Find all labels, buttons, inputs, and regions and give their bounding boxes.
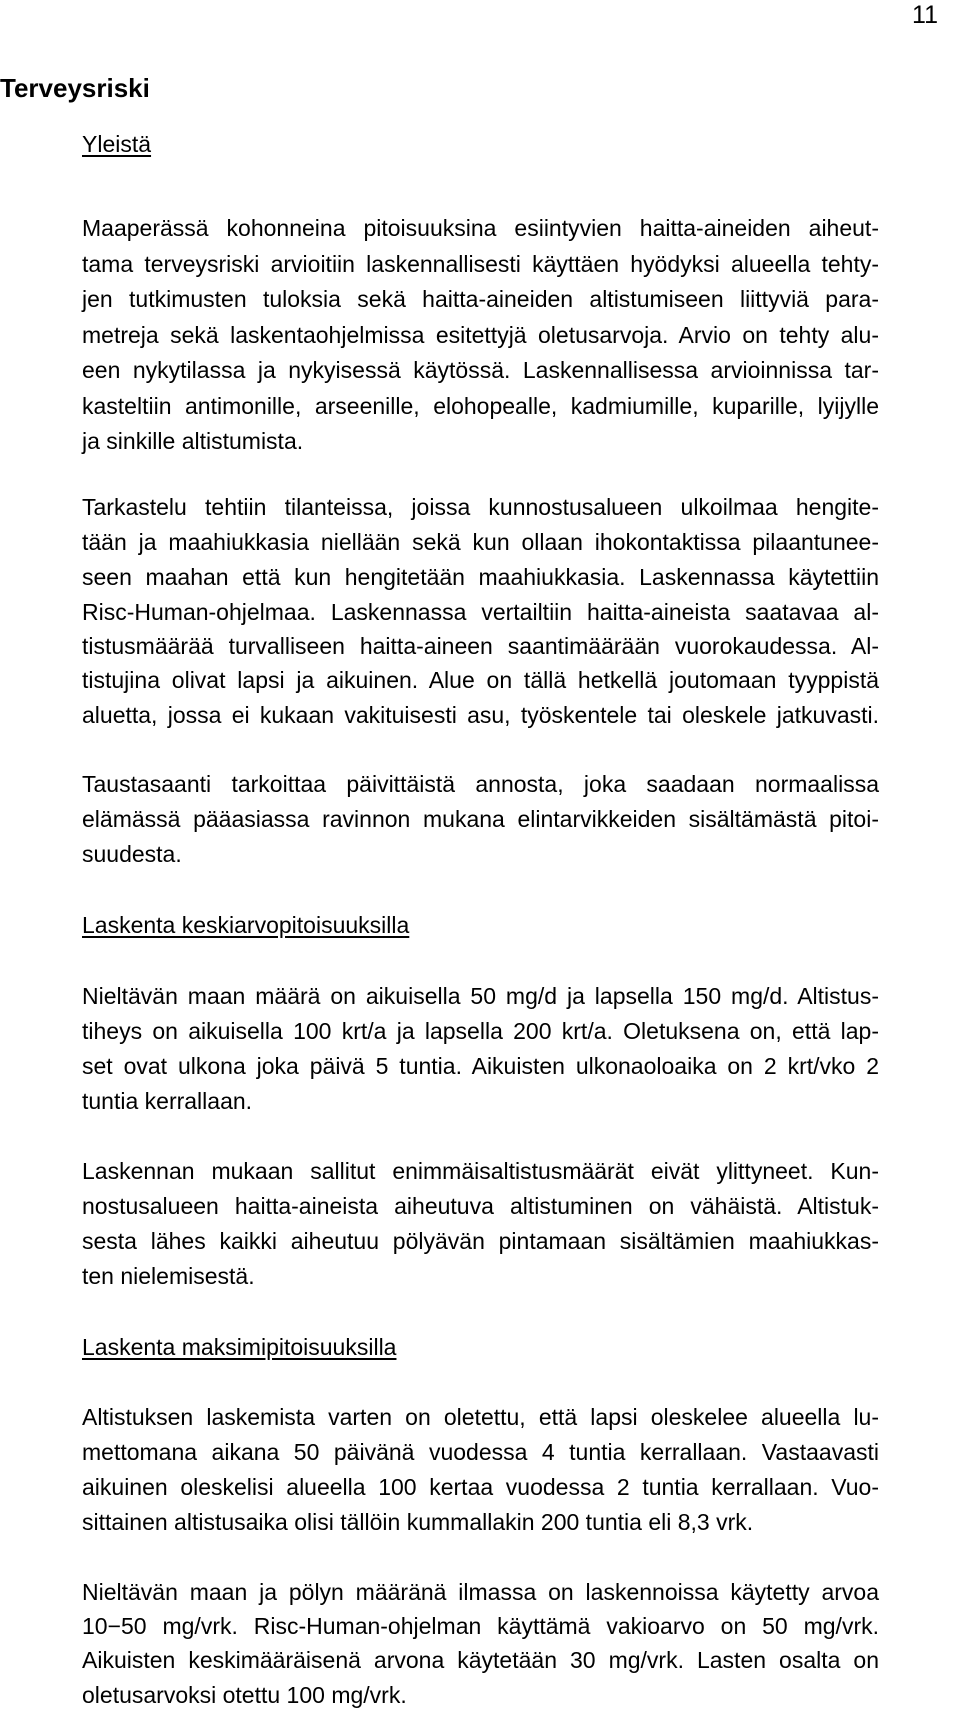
paragraph-line: suudesta. — [82, 841, 182, 867]
paragraph-line: een nykytilassa ja nykyisessä käytössä. Laskennallisessa arvioinnissa tar- — [82, 357, 879, 383]
paragraph-line: tiheys on aikuisella 100 krt/a ja lapsella 200 krt/a. Oletuksena on, että lap- — [82, 1018, 879, 1044]
paragraph-line: kasteltiin antimonille, arseenille, elohopealle, kadmiumille, kuparille, lyijylle — [82, 393, 879, 419]
paragraph-line: Taustasaanti tarkoittaa päivittäistä annosta, joka saadaan normaalissa — [82, 771, 879, 797]
paragraph-line: Aikuisten keskimääräisenä arvona käytetään 30 mg/vrk. Lasten osalta on — [82, 1647, 879, 1673]
paragraph-line: sesta lähes kaikki aiheutuu pölyävän pintamaan sisältämien maahiukkas- — [82, 1228, 879, 1254]
paragraph-line: nostusalueen haitta-aineista aiheutuva altistuminen on vähäistä. Altistuk- — [82, 1193, 879, 1219]
page-number: 11 — [912, 1, 938, 29]
paragraph-line: Tarkastelu tehtiin tilanteissa, joissa kunnostusalueen ulkoilmaa hengite- — [82, 494, 879, 520]
paragraph-line: tään ja maahiukkasia niellään sekä kun ollaan ihokontaktissa pilaantunee- — [82, 529, 879, 555]
paragraph-line: mettomana aikana 50 päivänä vuodessa 4 tuntia kerrallaan. Vastaavasti — [82, 1439, 879, 1465]
page-title: Terveysriski — [0, 73, 150, 103]
paragraph-line: ten nielemisestä. — [82, 1263, 255, 1289]
paragraph-line: aluetta, jossa ei kukaan vakituisesti asu, työskentele tai oleskele jatkuvasti. — [82, 702, 879, 728]
paragraph-line: oletusarvoksi otettu 100 mg/vrk. — [82, 1682, 407, 1708]
paragraph-line: 10−50 mg/vrk. Risc-Human-ohjelman käyttämä vakioarvo on 50 mg/vrk. — [82, 1613, 879, 1639]
paragraph-line: Altistuksen laskemista varten on oletettu, että lapsi oleskelee alueella lu- — [82, 1404, 879, 1430]
paragraph-line: jen tutkimusten tuloksia sekä haitta-aineiden altistumiseen liittyviä para- — [82, 286, 879, 312]
subheading-keskiarvo: Laskenta keskiarvopitoisuuksilla — [82, 912, 410, 938]
paragraph-line: sittainen altistusaika olisi tällöin kummallakin 200 tuntia eli 8,3 vrk. — [82, 1509, 754, 1535]
paragraph-line: ja sinkille altistumista. — [82, 428, 304, 454]
paragraph-line: seen maahan että kun hengitetään maahiukkasia. Laskennassa käytettiin — [82, 564, 879, 590]
paragraph-line: tistusmäärää turvalliseen haitta-aineen saantimäärään vuorokaudessa. Al- — [82, 633, 879, 659]
paragraph-line: metreja sekä laskentaohjelmissa esitettyjä oletusarvoja. Arvio on tehty alu- — [82, 322, 879, 348]
paragraph-line: elämässä pääasiassa ravinnon mukana elintarvikkeiden sisältämästä pitoi- — [82, 806, 879, 832]
paragraph-line: Risc-Human-ohjelmaa. Laskennassa vertailtiin haitta-aineista saatavaa al- — [82, 599, 879, 625]
paragraph-line: set ovat ulkona joka päivä 5 tuntia. Aikuisten ulkonaoloaika on 2 krt/vko 2 — [82, 1053, 879, 1079]
subheading-maksimi: Laskenta maksimipitoisuuksilla — [82, 1334, 397, 1360]
paragraph-line: tuntia kerrallaan. — [82, 1088, 253, 1114]
paragraph-line: tama terveysriski arvioitiin laskennallisesti käyttäen hyödyksi alueella tehty- — [82, 251, 879, 277]
paragraph-line: Nieltävän maan määrä on aikuisella 50 mg/d ja lapsella 150 mg/d. Altistus- — [82, 983, 879, 1009]
paragraph-line: Maaperässä kohonneina pitoisuuksina esiintyvien haitta-aineiden aiheut- — [82, 215, 879, 241]
paragraph-line: Nieltävän maan ja pölyn määränä ilmassa on laskennoissa käytetty arvoa — [82, 1579, 879, 1605]
paragraph-line: Laskennan mukaan sallitut enimmäisaltistusmäärät eivät ylittyneet. Kun- — [82, 1158, 879, 1184]
subheading-yleista: Yleistä — [82, 131, 152, 157]
paragraph-line: tistujina olivat lapsi ja aikuinen. Alue on tällä hetkellä joutomaan tyyppistä — [82, 667, 879, 693]
paragraph-line: aikuinen oleskelisi alueella 100 kertaa vuodessa 2 tuntia kerrallaan. Vuo- — [82, 1474, 879, 1500]
